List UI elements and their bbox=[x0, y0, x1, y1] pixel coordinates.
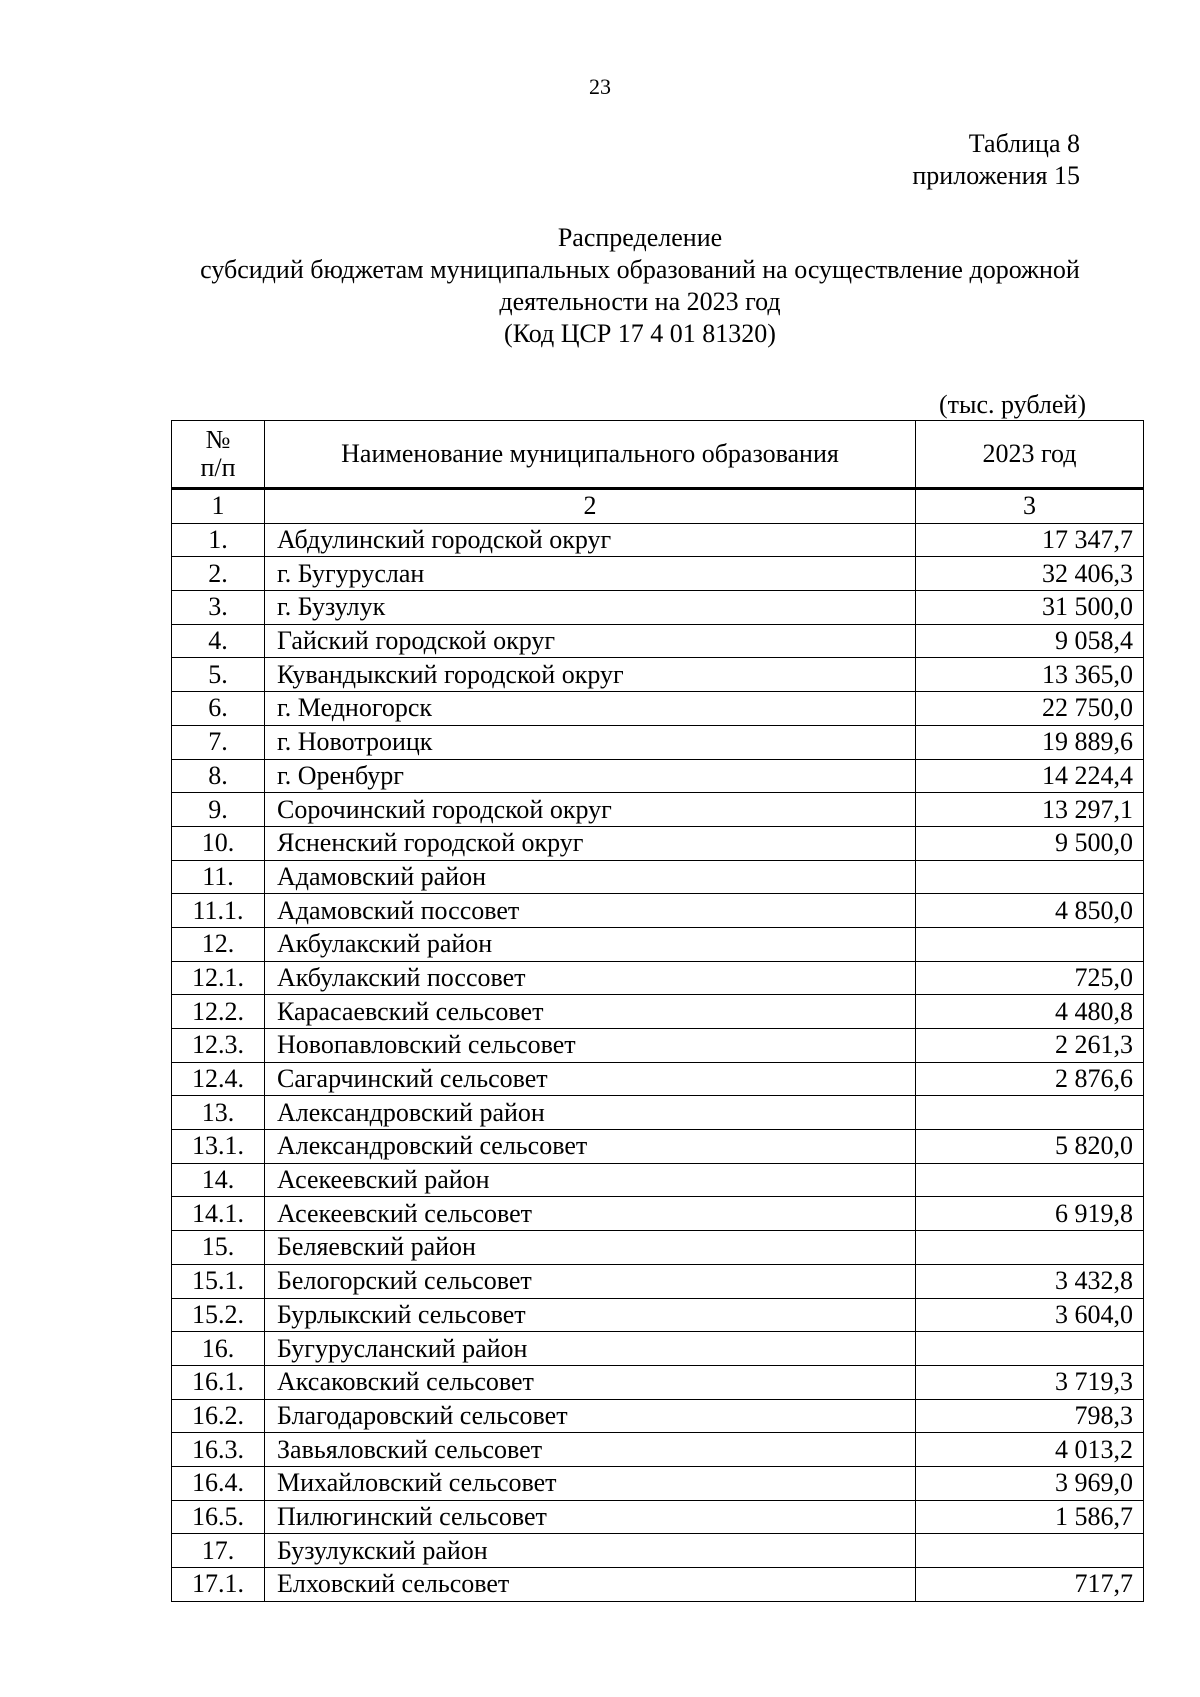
row-municipality-name: г. Медногорск bbox=[265, 692, 916, 726]
row-municipality-name: г. Бузулук bbox=[265, 591, 916, 625]
row-number: 16.3. bbox=[172, 1433, 265, 1467]
table-row bbox=[172, 961, 1144, 995]
table-row bbox=[172, 624, 1144, 658]
table-row bbox=[172, 1500, 1144, 1534]
column-number-row bbox=[172, 489, 1144, 524]
row-number: 12.3. bbox=[172, 1029, 265, 1063]
row-municipality-name: Акбулакский район bbox=[265, 927, 916, 961]
row-value: 14 224,4 bbox=[916, 759, 1144, 793]
row-number: 14. bbox=[172, 1163, 265, 1197]
row-value bbox=[916, 1163, 1144, 1197]
row-value: 4 480,8 bbox=[916, 995, 1144, 1029]
row-value: 3 604,0 bbox=[916, 1298, 1144, 1332]
title-line3: деятельности на 2023 год bbox=[499, 287, 781, 316]
row-number: 11. bbox=[172, 860, 265, 894]
row-number: 4. bbox=[172, 624, 265, 658]
row-value: 1 586,7 bbox=[916, 1500, 1144, 1534]
row-municipality-name: Белогорский сельсовет bbox=[265, 1264, 916, 1298]
units-label: (тыс. рублей) bbox=[938, 390, 1086, 419]
table-row bbox=[172, 1534, 1144, 1568]
row-value: 19 889,6 bbox=[916, 725, 1144, 759]
row-municipality-name: Асекеевский сельсовет bbox=[265, 1197, 916, 1231]
col-number-1: 1 bbox=[172, 489, 265, 524]
row-number: 9. bbox=[172, 793, 265, 827]
row-number: 15.1. bbox=[172, 1264, 265, 1298]
table-row bbox=[172, 894, 1144, 928]
row-municipality-name: Михайловский сельсовет bbox=[265, 1466, 916, 1500]
col-number-3: 3 bbox=[916, 489, 1144, 524]
row-municipality-name: Акбулакский поссовет bbox=[265, 961, 916, 995]
table-row bbox=[172, 995, 1144, 1029]
table-reference bbox=[912, 128, 1080, 192]
row-municipality-name: Аксаковский сельсовет bbox=[265, 1365, 916, 1399]
row-municipality-name: Завьяловский сельсовет bbox=[265, 1433, 916, 1467]
title-line2: субсидий бюджетам муниципальных образований на осуществление дорожной bbox=[200, 255, 1080, 284]
row-value: 2 261,3 bbox=[916, 1029, 1144, 1063]
row-municipality-name: Александровский сельсовет bbox=[265, 1130, 916, 1164]
row-number: 16.1. bbox=[172, 1365, 265, 1399]
row-number: 7. bbox=[172, 725, 265, 759]
table-row bbox=[172, 658, 1144, 692]
row-municipality-name: Абдулинский городской округ bbox=[265, 523, 916, 557]
row-municipality-name: Бузулукский район bbox=[265, 1534, 916, 1568]
col-number-2: 2 bbox=[265, 489, 916, 524]
row-value: 13 365,0 bbox=[916, 658, 1144, 692]
table-row bbox=[172, 591, 1144, 625]
row-municipality-name: Александровский район bbox=[265, 1096, 916, 1130]
row-municipality-name: Елховский сельсовет bbox=[265, 1568, 916, 1602]
row-number: 13. bbox=[172, 1096, 265, 1130]
header-num bbox=[172, 421, 265, 489]
row-number: 11.1. bbox=[172, 894, 265, 928]
row-value: 4 850,0 bbox=[916, 894, 1144, 928]
title-line1: Распределение bbox=[557, 223, 723, 252]
table-row bbox=[172, 1163, 1144, 1197]
row-value: 6 919,8 bbox=[916, 1197, 1144, 1231]
row-number: 16.4. bbox=[172, 1466, 265, 1500]
row-value: 2 876,6 bbox=[916, 1062, 1144, 1096]
header-year: 2023 год bbox=[916, 421, 1144, 489]
row-municipality-name: Бугурусланский район bbox=[265, 1332, 916, 1366]
row-value: 717,7 bbox=[916, 1568, 1144, 1602]
table-row bbox=[172, 557, 1144, 591]
row-value bbox=[916, 1332, 1144, 1366]
row-number: 16. bbox=[172, 1332, 265, 1366]
row-municipality-name: Ясненский городской округ bbox=[265, 826, 916, 860]
table-row bbox=[172, 1062, 1144, 1096]
row-municipality-name: г. Бугуруслан bbox=[265, 557, 916, 591]
row-number: 13.1. bbox=[172, 1130, 265, 1164]
table-row bbox=[172, 1029, 1144, 1063]
row-number: 3. bbox=[172, 591, 265, 625]
subsidy-table bbox=[171, 420, 1144, 1602]
row-municipality-name: Беляевский район bbox=[265, 1231, 916, 1265]
table-row bbox=[172, 1365, 1144, 1399]
row-number: 12.2. bbox=[172, 995, 265, 1029]
row-number: 17. bbox=[172, 1534, 265, 1568]
table-row bbox=[172, 725, 1144, 759]
row-number: 10. bbox=[172, 826, 265, 860]
table-row bbox=[172, 692, 1144, 726]
row-municipality-name: г. Оренбург bbox=[265, 759, 916, 793]
row-number: 15. bbox=[172, 1231, 265, 1265]
table-ref-line1: Таблица 8 bbox=[968, 129, 1080, 158]
row-number: 2. bbox=[172, 557, 265, 591]
row-municipality-name: Благодаровский сельсовет bbox=[265, 1399, 916, 1433]
table-ref-line2: приложения 15 bbox=[912, 161, 1080, 190]
row-value: 22 750,0 bbox=[916, 692, 1144, 726]
header-num-line2: п/п bbox=[200, 453, 236, 482]
row-number: 6. bbox=[172, 692, 265, 726]
table-header-row bbox=[172, 421, 1144, 489]
table-row bbox=[172, 1568, 1144, 1602]
header-num-line1: № bbox=[205, 425, 231, 454]
table-row bbox=[172, 1466, 1144, 1500]
row-value: 32 406,3 bbox=[916, 557, 1144, 591]
table-row bbox=[172, 1130, 1144, 1164]
row-value: 17 347,7 bbox=[916, 523, 1144, 557]
table-row bbox=[172, 523, 1144, 557]
row-municipality-name: Адамовский поссовет bbox=[265, 894, 916, 928]
table-row bbox=[172, 927, 1144, 961]
row-number: 17.1. bbox=[172, 1568, 265, 1602]
table-row bbox=[172, 1197, 1144, 1231]
row-number: 16.2. bbox=[172, 1399, 265, 1433]
row-value bbox=[916, 1231, 1144, 1265]
row-municipality-name: Новопавловский сельсовет bbox=[265, 1029, 916, 1063]
row-municipality-name: Кувандыкский городской округ bbox=[265, 658, 916, 692]
row-value: 3 969,0 bbox=[916, 1466, 1144, 1500]
row-number: 16.5. bbox=[172, 1500, 265, 1534]
row-value bbox=[916, 860, 1144, 894]
table-row bbox=[172, 1096, 1144, 1130]
row-number: 12.1. bbox=[172, 961, 265, 995]
row-number: 15.2. bbox=[172, 1298, 265, 1332]
row-municipality-name: Адамовский район bbox=[265, 860, 916, 894]
table-row bbox=[172, 1231, 1144, 1265]
row-value: 798,3 bbox=[916, 1399, 1144, 1433]
row-municipality-name: Карасаевский сельсовет bbox=[265, 995, 916, 1029]
row-value: 9 500,0 bbox=[916, 826, 1144, 860]
table-row bbox=[172, 1433, 1144, 1467]
row-number: 12.4. bbox=[172, 1062, 265, 1096]
table-row bbox=[172, 759, 1144, 793]
row-number: 14.1. bbox=[172, 1197, 265, 1231]
table-row bbox=[172, 1298, 1144, 1332]
row-municipality-name: Асекеевский район bbox=[265, 1163, 916, 1197]
row-value: 31 500,0 bbox=[916, 591, 1144, 625]
row-municipality-name: Сагарчинский сельсовет bbox=[265, 1062, 916, 1096]
row-value: 5 820,0 bbox=[916, 1130, 1144, 1164]
title-line4: (Код ЦСР 17 4 01 81320) bbox=[504, 319, 776, 348]
row-value: 3 432,8 bbox=[916, 1264, 1144, 1298]
table-row bbox=[172, 1264, 1144, 1298]
table-row bbox=[172, 793, 1144, 827]
table-row bbox=[172, 860, 1144, 894]
row-value: 725,0 bbox=[916, 961, 1144, 995]
row-municipality-name: Пилюгинский сельсовет bbox=[265, 1500, 916, 1534]
document-title bbox=[150, 222, 1130, 350]
row-value: 9 058,4 bbox=[916, 624, 1144, 658]
row-value: 3 719,3 bbox=[916, 1365, 1144, 1399]
row-municipality-name: Гайский городской округ bbox=[265, 624, 916, 658]
row-number: 12. bbox=[172, 927, 265, 961]
table-row bbox=[172, 1332, 1144, 1366]
row-value bbox=[916, 927, 1144, 961]
row-number: 1. bbox=[172, 523, 265, 557]
page-number: 23 bbox=[589, 74, 611, 99]
row-value: 4 013,2 bbox=[916, 1433, 1144, 1467]
row-municipality-name: Сорочинский городской округ bbox=[265, 793, 916, 827]
table-row bbox=[172, 1399, 1144, 1433]
row-municipality-name: Бурлыкский сельсовет bbox=[265, 1298, 916, 1332]
row-value bbox=[916, 1096, 1144, 1130]
row-number: 5. bbox=[172, 658, 265, 692]
header-name: Наименование муниципального образования bbox=[265, 421, 916, 489]
row-number: 8. bbox=[172, 759, 265, 793]
row-value bbox=[916, 1534, 1144, 1568]
table-row bbox=[172, 826, 1144, 860]
row-value: 13 297,1 bbox=[916, 793, 1144, 827]
row-municipality-name: г. Новотроицк bbox=[265, 725, 916, 759]
